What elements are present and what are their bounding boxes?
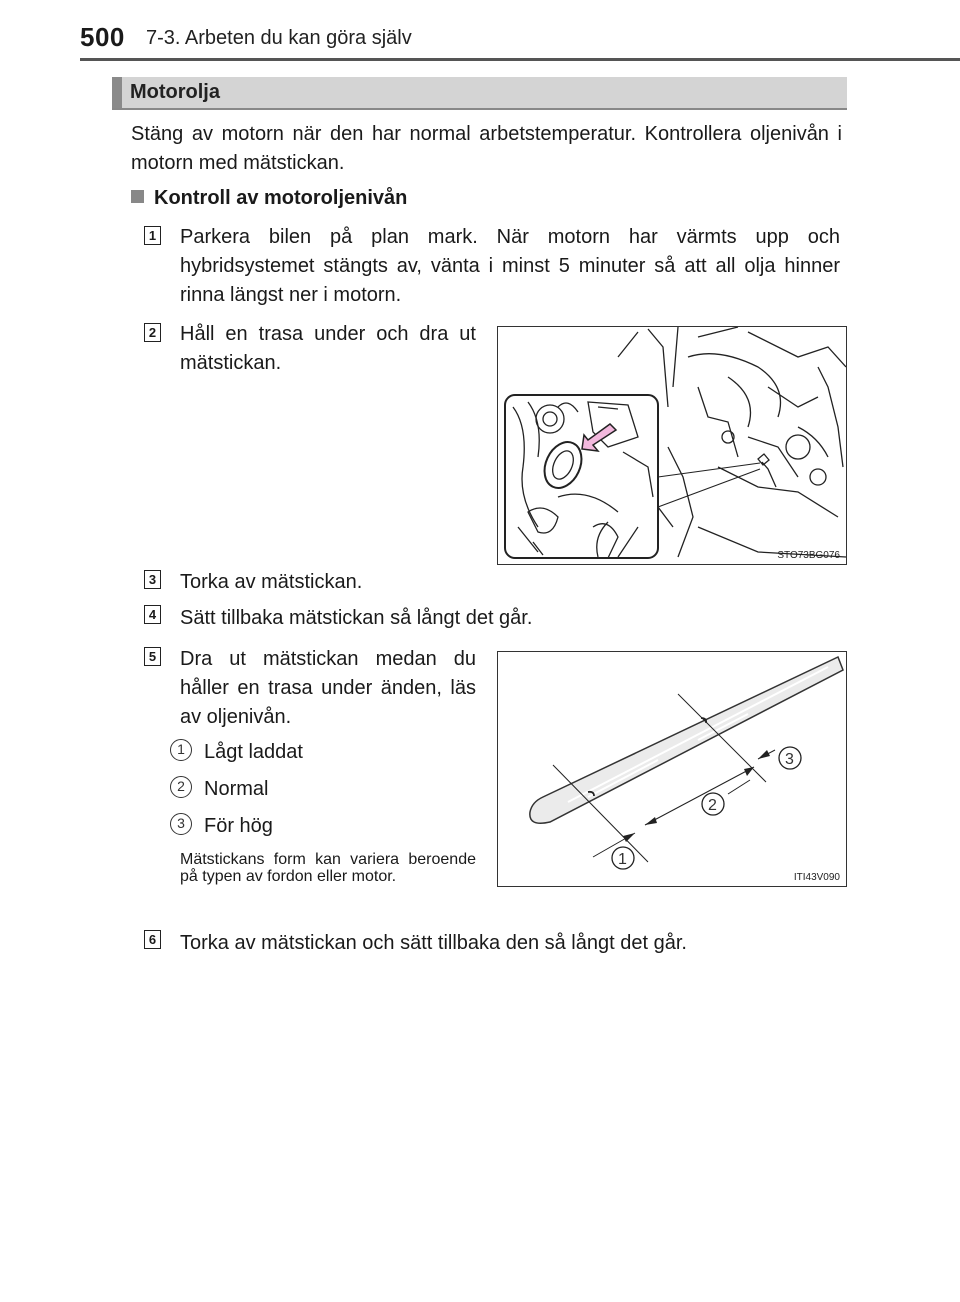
dipstick-illustration [498, 652, 847, 887]
header-rule [80, 58, 960, 61]
topic-title: Motorolja [130, 81, 220, 103]
section-title: 7-3. Arbeten du kan göra själv [146, 27, 412, 49]
callout-3: 3 [785, 751, 794, 768]
figure-code-dipstick: ITI43V090 [793, 872, 840, 883]
step-1-text: Parkera bilen på plan mark. När motorn har värmts upp och hybridsystemet stängts av, vänta i minst 5 minuter så att all olja hinner rinna längst ner i motorn. [180, 226, 840, 306]
step-4-text: Sätt tillbaka mätstickan så långt det går. [180, 607, 533, 629]
step-number-5: 5 [144, 647, 161, 666]
level-label-high: För hög [204, 815, 273, 837]
subheading-text: Kontroll av motoroljenivån [154, 187, 408, 209]
step-5-text: Dra ut mätstickan medan du håller en trasa under änden, läs av oljenivån. [180, 648, 476, 728]
level-number-1: 1 [170, 739, 192, 761]
square-bullet-icon [131, 190, 144, 203]
step-6-text: Torka av mätstickan och sätt tillbaka den så långt det går. [180, 932, 687, 954]
title-accent [112, 77, 122, 108]
step-number-2: 2 [144, 323, 161, 342]
step-number-3: 3 [144, 570, 161, 589]
level-number-2: 2 [170, 776, 192, 798]
step-number-6: 6 [144, 930, 161, 949]
level-label-normal: Normal [204, 778, 269, 800]
subheading [131, 187, 407, 210]
level-number-3: 3 [170, 813, 192, 835]
callout-2: 2 [708, 797, 717, 814]
engine-figure [497, 326, 847, 565]
intro-paragraph: Stäng av motorn när den har normal arbetstemperatur. Kontrollera oljenivån i motorn med mätstickan. [131, 123, 842, 174]
level-label-low: Lågt laddat [204, 741, 303, 763]
step-2-text: Håll en trasa under och dra ut mätstickan. [180, 323, 476, 374]
step-number-4: 4 [144, 605, 161, 624]
step-number-1: 1 [144, 226, 161, 245]
step-3-text: Torka av mätstickan. [180, 571, 363, 593]
topic-title-bar [112, 77, 847, 110]
dipstick-note: Mätstickans form kan variera beroende på typen av fordon eller motor. [180, 851, 476, 885]
dipstick-figure [497, 651, 847, 887]
page-number: 500 [80, 22, 125, 52]
engine-illustration [498, 327, 847, 565]
figure-code-engine: STO73BG076 [777, 550, 840, 561]
callout-1: 1 [618, 851, 627, 868]
